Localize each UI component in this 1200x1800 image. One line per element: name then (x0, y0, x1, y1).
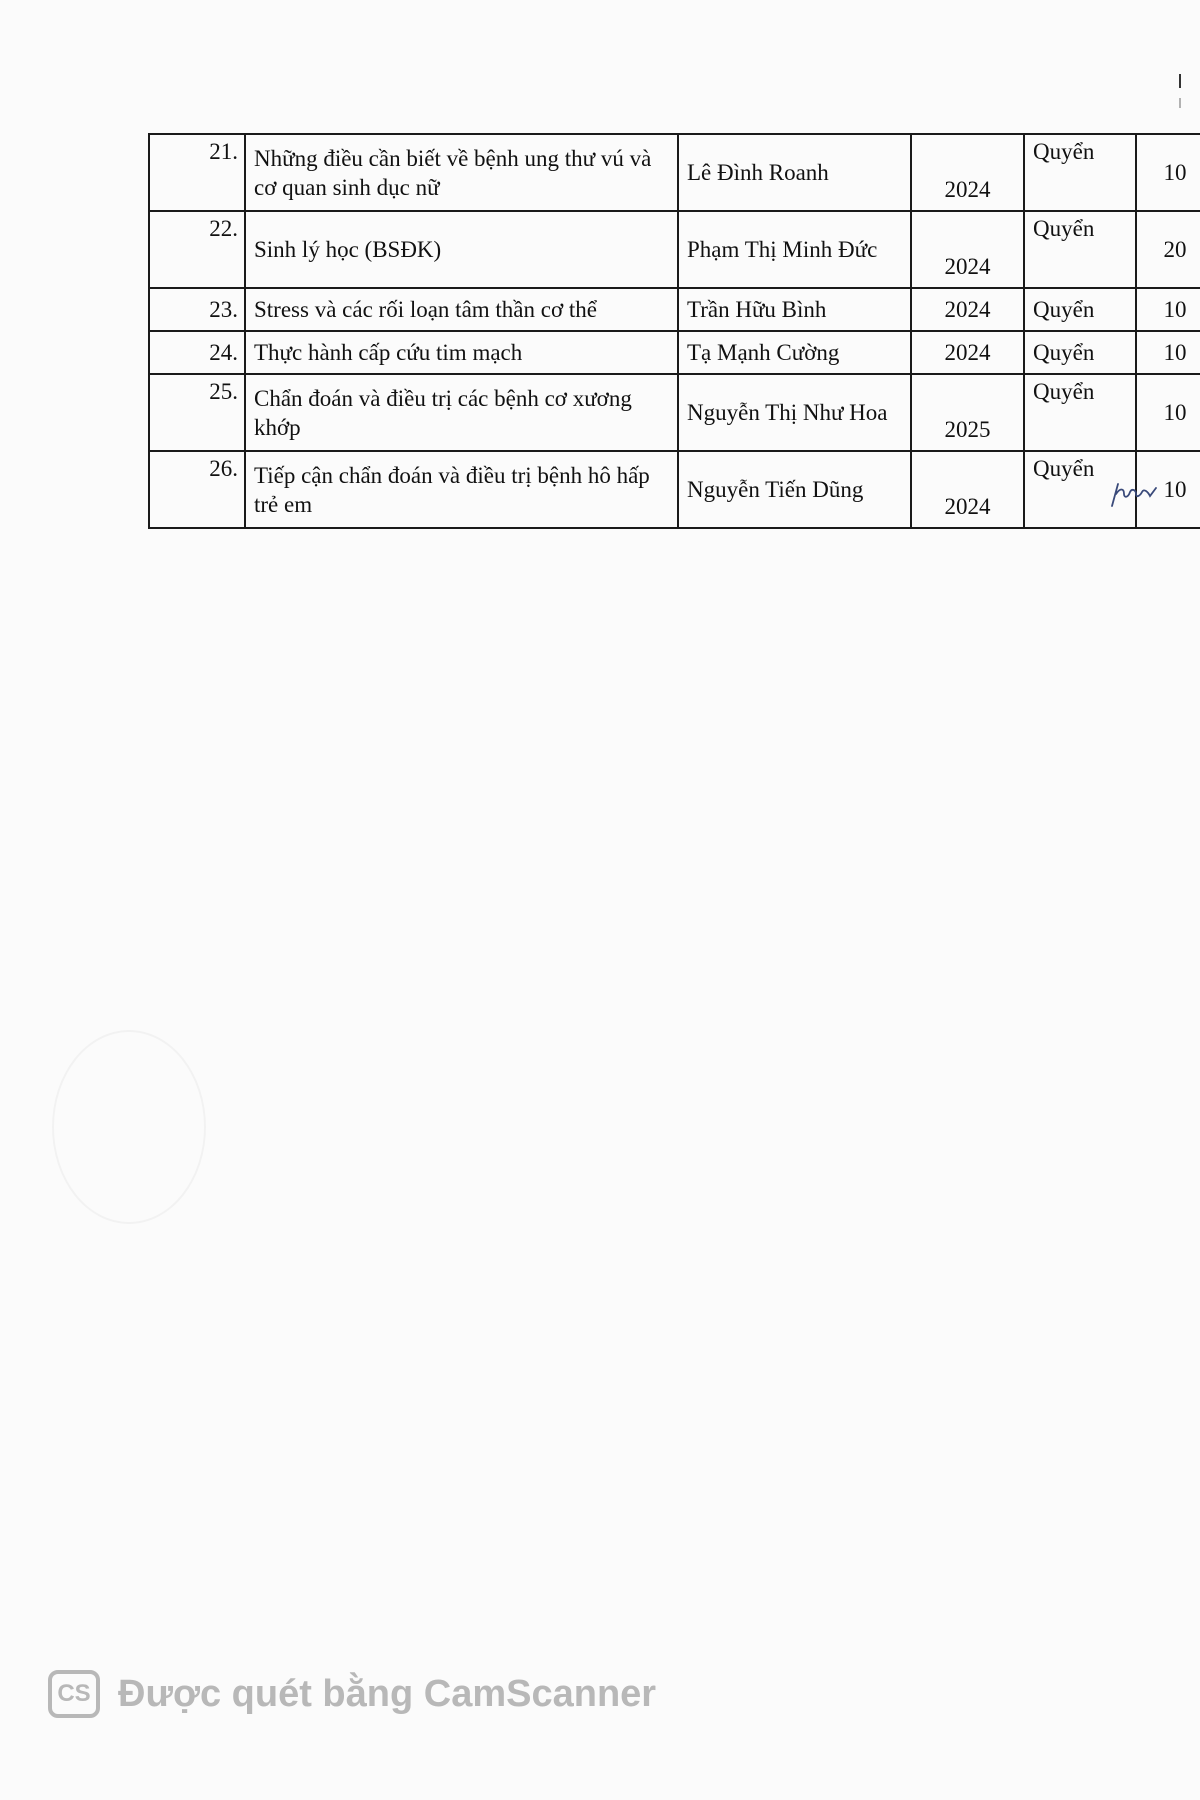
book-author: Lê Đình Roanh (678, 134, 911, 211)
book-author: Tạ Mạnh Cường (678, 331, 911, 374)
table-row (149, 134, 1200, 211)
book-list-table (148, 133, 1200, 529)
book-quantity: 10 (1136, 288, 1200, 331)
book-author: Nguyễn Tiến Dũng (678, 451, 911, 528)
book-unit: Quyển (1024, 288, 1136, 331)
book-title: Chẩn đoán và điều trị các bệnh cơ xương khớp (245, 374, 678, 451)
book-unit: Quyển (1024, 134, 1136, 211)
row-number: 25. (149, 374, 245, 451)
book-quantity: 20 (1136, 211, 1200, 288)
book-unit: Quyển (1024, 451, 1136, 528)
table-row (149, 451, 1200, 528)
row-number: 21. (149, 134, 245, 211)
camscanner-watermark (48, 1670, 656, 1718)
book-title: Stress và các rối loạn tâm thần cơ thể (245, 288, 678, 331)
book-author: Nguyễn Thị Như Hoa (678, 374, 911, 451)
handwritten-signature (1110, 478, 1170, 508)
book-year: 2024 (911, 134, 1024, 211)
book-title: Tiếp cận chẩn đoán và điều trị bệnh hô hấp trẻ em (245, 451, 678, 528)
row-number: 22. (149, 211, 245, 288)
table-row (149, 288, 1200, 331)
table-row (149, 374, 1200, 451)
book-quantity: 10 (1136, 331, 1200, 374)
book-unit: Quyển (1024, 331, 1136, 374)
book-quantity: 10 (1136, 134, 1200, 211)
camscanner-text: Được quét bằng CamScanner (118, 1672, 657, 1715)
book-quantity: 10 (1136, 451, 1200, 528)
book-year: 2024 (911, 451, 1024, 528)
book-quantity: 10 (1136, 374, 1200, 451)
book-title: Những điều cần biết về bệnh ung thư vú và cơ quan sinh dục nữ (245, 134, 678, 211)
book-title: Sinh lý học (BSĐK) (245, 211, 678, 288)
row-number: 23. (149, 288, 245, 331)
book-year: 2024 (911, 211, 1024, 288)
book-year: 2024 (911, 331, 1024, 374)
table-row (149, 331, 1200, 374)
book-author: Trần Hữu Bình (678, 288, 911, 331)
book-year: 2024 (911, 288, 1024, 331)
row-number: 26. (149, 451, 245, 528)
faint-stamp-ghost (52, 1030, 206, 1224)
book-year: 2025 (911, 374, 1024, 451)
book-title: Thực hành cấp cứu tim mạch (245, 331, 678, 374)
camscanner-logo-icon: CS (48, 1670, 100, 1718)
table-row (149, 211, 1200, 288)
book-unit: Quyển (1024, 374, 1136, 451)
row-number: 24. (149, 331, 245, 374)
page-edge-mark (1178, 74, 1182, 114)
book-author: Phạm Thị Minh Đức (678, 211, 911, 288)
book-unit: Quyển (1024, 211, 1136, 288)
